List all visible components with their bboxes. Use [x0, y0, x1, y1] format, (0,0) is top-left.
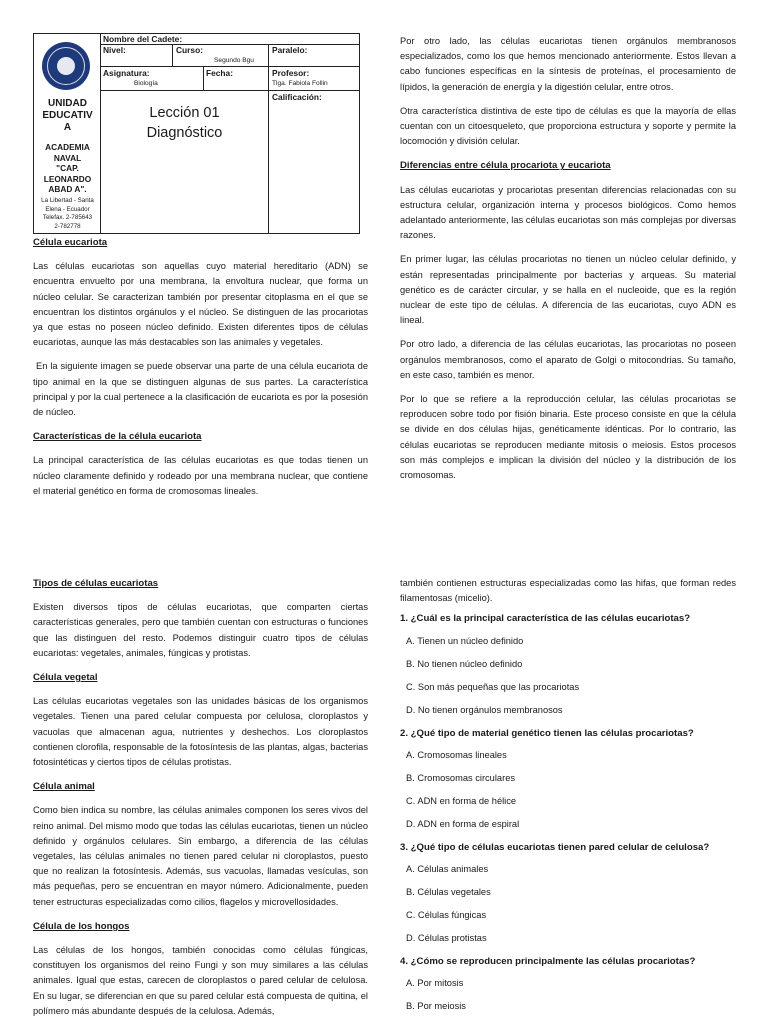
paragraph: En la siguiente imagen se puede observar una parte de una célula eucariota de tipo animal en la que se distinguen algunas de sus partes. La característica principal y por la cual pertenece a la clasificación de eucariota es por la posesión de núcleo.	[33, 361, 368, 418]
paragraph: Las células eucariotas y procariotas presentan diferencias relacionadas con su estructura celular, organización interna y procesos biológicos. Como hemos adelantado anteriormente, las células eucariotas son más complejas por diversas razones.	[400, 184, 736, 241]
section-heading: Célula animal	[33, 781, 95, 793]
teacher-label: Profesor:	[272, 68, 310, 78]
header-box	[33, 33, 360, 234]
answer-option[interactable]: D. Células protistas	[406, 933, 487, 944]
answer-option[interactable]: A. Por mitosis	[406, 978, 464, 989]
level-label: Nivel:	[103, 45, 126, 55]
unit-line-1: UNIDAD	[48, 98, 87, 109]
paragraph: Por otro lado, a diferencia de las células eucariotas, las procariotas no poseen orgánulos membranosos, como el aparato de Golgi o mitocondrias. Su tamaño, en este caso, también es menor.	[400, 339, 736, 380]
academy-line: LEONARDO	[43, 173, 92, 184]
course-label: Curso:	[176, 45, 203, 55]
address-line: Elena - Ecuador	[45, 205, 90, 213]
academy-line: ABAD A".	[48, 184, 87, 194]
section-heading: Célula de los hongos	[33, 920, 130, 932]
address-line: La Libertad - Santa	[41, 197, 94, 204]
lesson-subtitle: Diagnóstico	[146, 125, 223, 141]
unit-line-2: EDUCATIV	[42, 110, 93, 121]
subject-label: Asignatura:	[103, 68, 150, 78]
section-heading: Características de la célula eucariota	[33, 431, 202, 443]
address-line: Telefax. 2-785643	[42, 214, 93, 221]
academy-line: ACADEMIA	[45, 142, 90, 152]
paragraph: Otra característica distintiva de este tipo de células es que la mayoría de ellas cuentan con un citoesqueleto, que proporciona estructura y soporte y permite la locomoción y división celular.	[400, 105, 736, 147]
answer-option[interactable]: C. Son más pequeñas que las procariotas	[406, 681, 580, 692]
section-heading: Célula vegetal	[33, 672, 98, 684]
question-2: 2. ¿Qué tipo de material genético tienen las células procariotas?	[400, 727, 694, 739]
course-value: Segundo Bgu	[214, 57, 254, 64]
academy-seal-icon	[42, 42, 90, 90]
section-heading: Tipos de células eucariotas	[33, 578, 159, 589]
left-column-bottom	[33, 576, 368, 1028]
date-label: Fecha:	[206, 68, 233, 78]
paragraph: En primer lugar, las células procariotas no tienen un núcleo celular definido, y están representadas principalmente por bacterias y arqueas. Su material genético es de carácter circular, y se halla en el nucleoide, que es la región nuclear de este tipo de células. A diferencia de las eucariotas, cuyo ADN es lineal.	[400, 254, 736, 326]
answer-option[interactable]: B. Cromosomas circulares	[406, 772, 516, 783]
answer-option[interactable]: C. Células fúngicas	[406, 910, 487, 921]
paragraph: Existen diversos tipos de células eucariotas, que comparten ciertas características generales, pero que también cuentan con estructuras o funciones que las distinguen del resto. Podemos distinguir cuatro tipos de células eucariotas: vegetales, animales, fúngicas y protistas.	[33, 602, 368, 658]
answer-option[interactable]: A. Cromosomas lineales	[406, 749, 507, 760]
answer-option[interactable]: C. ADN en forma de hélice	[406, 795, 517, 806]
cadet-name-label: Nombre del Cadete:	[103, 34, 183, 44]
teacher-value: Tlga. Fabiola Follin	[272, 80, 328, 87]
left-column-top	[33, 235, 368, 508]
unit-line-3: A	[63, 122, 72, 133]
question-4: 4. ¿Cómo se reproducen principalmente las células procariotas?	[400, 956, 696, 968]
answer-option[interactable]: B. Células vegetales	[406, 887, 491, 898]
institution-block	[34, 34, 101, 233]
answer-option[interactable]: D. ADN en forma de espiral	[406, 818, 520, 829]
academy-line: NAVAL	[53, 152, 82, 163]
question-1: 1. ¿Cuál es la principal característica de las células eucariotas?	[400, 613, 691, 625]
academy-line: "CAP.	[56, 163, 79, 173]
answer-option[interactable]: B. Por meiosis	[406, 1001, 466, 1012]
parallel-label: Paralelo:	[272, 45, 308, 55]
lesson-title: Lección 01	[149, 105, 220, 121]
paragraph: Las células de los hongos, también conocidas como células fúngicas, constituyen los organismos del reino Fungi y son muy similares a las células animales. Igual que estas, carecen de cloroplastos o pared celular de celulosa. En su lugar, se diferencian en que su pared celular está compuesta de quitina, el polímero más abundante después de la celulosa. Además,	[33, 945, 368, 1016]
section-heading: Diferencias entre célula procariota y eucariota	[400, 160, 611, 172]
answer-option[interactable]: A. Tienen un núcleo definido	[406, 635, 524, 646]
answer-option[interactable]: D. No tienen orgánulos membranosos	[406, 704, 563, 715]
answer-option[interactable]: A. Células animales	[406, 864, 489, 875]
paragraph: Las células eucariotas vegetales son las unidades básicas de los organismos vegetales. Tienen una pared celular compuesta por celulosa, cloroplastos y vacuolas que almacenan agua, nutrientes y deshechos. Los cloroplastos contienen clorofila, responsable de la fotosíntesis de las plantas, algas, bacterias fotosintéticas y ciertos tipos de células protistas.	[33, 696, 368, 768]
right-column-bottom	[400, 576, 736, 1022]
question-3: 3. ¿Qué tipo de células eucariotas tienen pared celular de celulosa?	[400, 841, 710, 853]
paragraph: Las células eucariotas son aquellas cuyo material hereditario (ADN) se encuentra envuelto por una membrana, la envoltura nuclear, que forma un núcleo celular. Se caracterizan también por presentar citoplasma en el que se encuentran los distintos orgánulos y el núcleo. Se distinguen de las procariotas ya que estas no poseen núcleo definido. Existen diferentes tipos de células eucariotas, aunque las más destacables son las animales y vegetales.	[33, 261, 368, 348]
paragraph: Por lo que se refiere a la reproducción celular, las células procariotas se reproducen sobre todo por fisión binaria. Este proceso consiste en que la célula se divide en dos células hijas, genéticamente idénticas. Por lo contrario, las células eucariotas se reproducen mediante mitosis o meiosis. Estos procesos son más complejos e implican la división del núcleo y la distribución de los cromosomas.	[400, 394, 736, 481]
subject-value: Biología	[134, 80, 158, 87]
section-heading: Célula eucariota	[33, 237, 108, 248]
paragraph: La principal característica de las células eucariotas es que todas tienen un núcleo claramente definido y rodeado por una membrana nuclear, que contiene el material genético en forma de cromosomas lineales.	[33, 455, 368, 496]
paragraph: Como bien indica su nombre, las células animales componen los seres vivos del reino animal. Del mismo modo que todas las células eucariotas, tienen un núcleo definido y orgánulos celulares. Sin embargo, a diferencia de las células vegetales, las células animales no tienen pared celular ni cloroplastos, puesto que no realizan la fotosíntesis. Además, sus vacuolas, llamadas vesículas, son más pequeñas, pero se encuentran en mayor número. Adicionalmente, pueden tener estructuras especializadas como cilios, flagelos y microvellosidades.	[33, 805, 368, 907]
paragraph: también contienen estructuras especializadas como las hifas, que forman redes filamentosas (micelio).	[400, 578, 736, 604]
grade-label: Calificación:	[272, 92, 322, 102]
right-column-top	[400, 34, 736, 492]
paragraph: Por otro lado, las células eucariotas tienen orgánulos membranosos especializados, como los que hemos mencionado anteriormente. Estos llevan a cabo funciones específicas en la síntesis de proteínas, el procesamiento de lípidos, la generación de energía y la digestión celular, entre otros.	[400, 36, 736, 92]
address-line: 2-782778	[54, 222, 81, 230]
answer-option[interactable]: B. No tienen núcleo definido	[406, 658, 523, 669]
